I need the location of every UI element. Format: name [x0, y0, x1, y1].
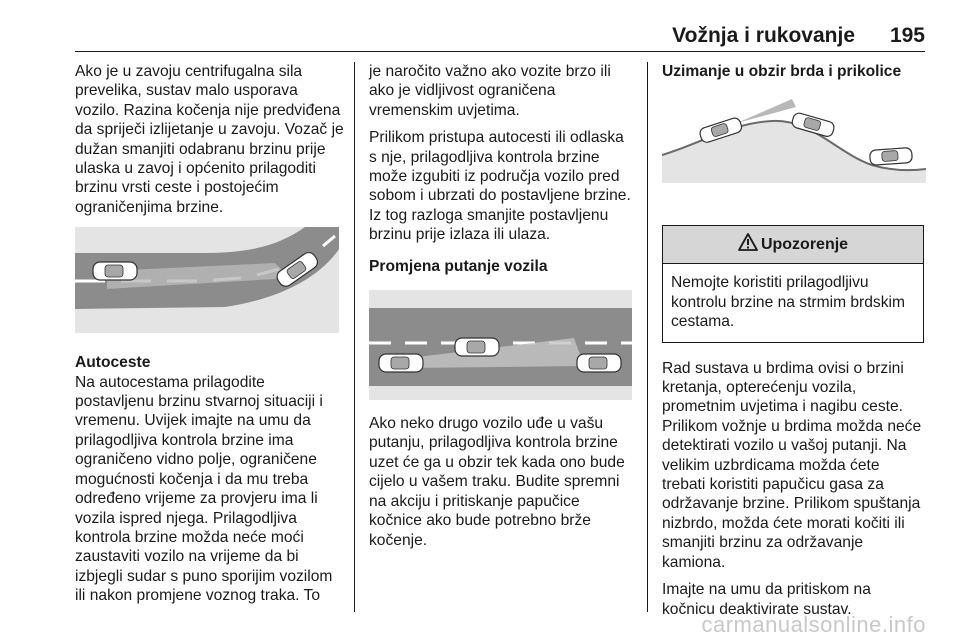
merging-car-icon — [455, 338, 499, 356]
lane-change-paragraph: Ako neko drugo vozilo uđe u vašu putanju, prilagodljiva kontrola brzine uzet će ga u obzir tek kada ono bude cijelo u vašem traku. Budite spremni na akciju i pritiskanje papučice kočnice ako bude potrebno brže kočenje. — [369, 415, 625, 549]
lane-change-drawing — [369, 290, 632, 400]
brake-paragraph: Imajte na umu da pritiskom na kočnicu deaktivirate sustav. — [662, 581, 871, 618]
entry-exit-paragraph: Prilikom pristupa autocesti ili odlaska s nje, prilagodljiva kontrola brzine može izgubiti iz područja vozilo pred sobom i ubrzati do postavljene brzine. Iz tog razloga smanjite postavljenu brzinu prije izlaza ili ulaza. — [369, 129, 631, 244]
page-header — [75, 0, 925, 52]
own-car-icon — [93, 262, 137, 280]
column-divider-1 — [354, 62, 355, 612]
car-downhill-icon — [869, 148, 912, 166]
page-number: 195 — [889, 24, 925, 47]
watermark-text: carmanualsonline.info — [701, 612, 926, 637]
curve-illustration — [75, 227, 339, 333]
warning-triangle-icon — [738, 233, 758, 256]
column-3 — [662, 62, 926, 627]
motorways-paragraph: Na autocestama prilagodite postavljenu brzinu stvarnoj situaciji i vremenu. Uvijek imajte na umu da prilagodljiva kontrola brzine ima ograničeno vidno polje, ograničene mogućnosti kočenja i da mu treba određeno vrijeme za provjeru ima li vozila ispred njega. Prilagodljiva kontrola brzine možda neće moći zaustaviti vozilo na vrijeme da bi izbjegli sudar s puno sporijim vozilom ili nakon promjene voznog traka. To — [75, 373, 333, 605]
column-2 — [369, 62, 632, 558]
warning-text: Nemojte koristiti prilagodljivu kontrolu brzine na strmim brdskim cestama. — [671, 274, 905, 331]
hills-paragraph: Rad sustava u brdima ovisi o brzini kretanja, opterećenju vozila, prometnim uvjetima i nagibu ceste. Prilikom vožnje u brdima možda neće detektirati vozilo u vašoj putanji. Na velikim uzbrdicama možda ćete trebati koristiti papučicu gasa za održavanje brzine. Prilikom spuštanja nizbrdo, možda ćete morati kočiti ili smanjiti brzinu za održavanje kamiona. — [662, 359, 922, 571]
column-divider-2 — [647, 62, 648, 612]
warning-title: Upozorenje — [760, 236, 849, 254]
column-1 — [75, 62, 345, 614]
own-car-icon-lane — [379, 354, 423, 372]
hills-illustration — [662, 93, 926, 183]
hills-drawing — [662, 93, 926, 183]
lane-change-heading: Promjena putanje vozila — [369, 257, 548, 275]
curve-road-drawing — [75, 227, 339, 333]
curve-paragraph: Ako je u zavoju centrifugalna sila prevelika, sustav malo usporava vozilo. Razina kočenja nije predviđena da spriječi izlijetanje u zavoju. Vozač je dužan smanjiti odabranu brzinu prije ulaska u zavoj i općenito prilagoditi brzinu vrsti ceste i postojećim ograničenjima brzine. — [75, 63, 344, 216]
hills-heading: Uzimanje u obzir brda i prikolice — [662, 63, 902, 80]
lead-car-icon-lane — [577, 354, 621, 372]
section-title: Vožnja i rukovanje — [672, 24, 855, 47]
visibility-paragraph: je naročito važno ako vozite brzo ili ako je vidljivost ograničena vremenskim uvjetima. — [369, 63, 611, 119]
warning-box — [662, 225, 924, 342]
warning-header — [663, 226, 923, 264]
motorways-heading: Autoceste — [75, 354, 151, 372]
lane-change-illustration — [369, 290, 632, 400]
